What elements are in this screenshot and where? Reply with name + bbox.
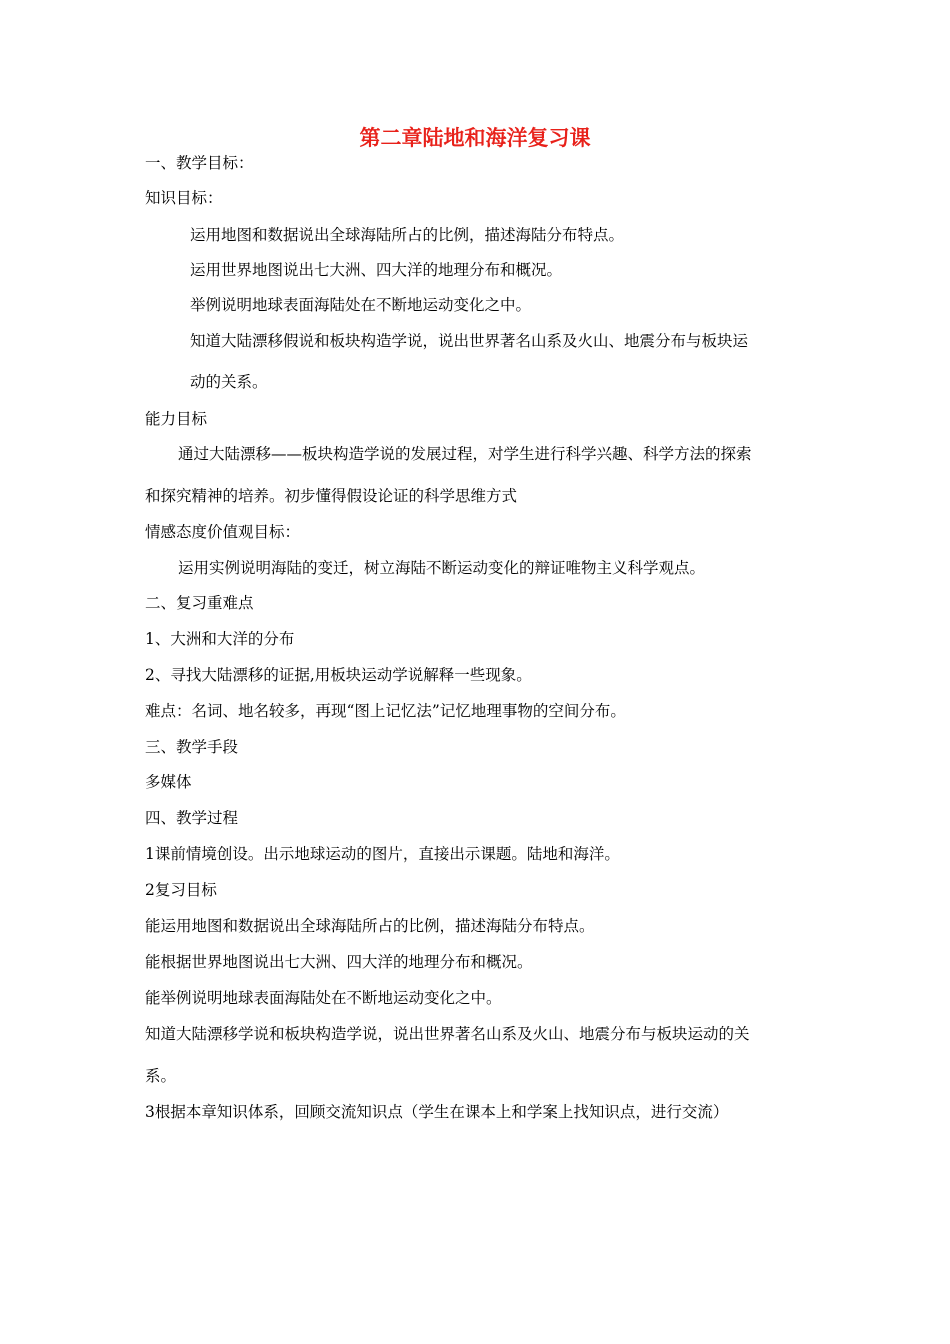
subheading-attitude: 情感态度价值观目标： bbox=[145, 523, 301, 541]
paragraph-line: 通过大陆漂移——板块构造学说的发展过程，对学生进行科学兴趣、科学方法的探索 bbox=[178, 445, 752, 463]
document-title: 第二章陆地和海洋复习课 bbox=[359, 126, 591, 150]
subheading-ability: 能力目标 bbox=[145, 410, 208, 428]
section-heading-key-points: 二、复习重难点 bbox=[145, 594, 254, 612]
paragraph-line: 举例说明地球表面海陆处在不断地运动变化之中。 bbox=[190, 296, 532, 314]
paragraph-line: 运用世界地图说出七大洲、四大洋的地理分布和概况。 bbox=[190, 261, 563, 279]
paragraph-line: 能根据世界地图说出七大洲、四大洋的地理分布和概况。 bbox=[145, 953, 533, 971]
paragraph-line: 能运用地图和数据说出全球海陆所占的比例，描述海陆分布特点。 bbox=[145, 917, 595, 935]
paragraph-line: 运用地图和数据说出全球海陆所占的比例，描述海陆分布特点。 bbox=[190, 226, 625, 244]
paragraph-line: 多媒体 bbox=[145, 773, 192, 791]
list-item: 1课前情境创设。出示地球运动的图片，直接出示课题。陆地和海洋。 bbox=[145, 845, 620, 863]
paragraph-line: 知道大陆漂移假说和板块构造学说，说出世界著名山系及火山、地震分布与板块运 bbox=[190, 332, 749, 350]
paragraph-line: 运用实例说明海陆的变迁，树立海陆不断运动变化的辩证唯物主义科学观点。 bbox=[178, 559, 706, 577]
section-heading-process: 四、教学过程 bbox=[145, 809, 239, 827]
paragraph-line: 动的关系。 bbox=[190, 373, 268, 391]
subheading-knowledge: 知识目标： bbox=[145, 189, 223, 207]
paragraph-line: 知道大陆漂移学说和板块构造学说，说出世界著名山系及火山、地震分布与板块运动的关 bbox=[145, 1025, 750, 1043]
list-item: 1、大洲和大洋的分布 bbox=[145, 630, 295, 648]
list-item: 2复习目标 bbox=[145, 881, 217, 899]
list-item: 3根据本章知识体系，回顾交流知识点（学生在课本上和学案上找知识点，进行交流） bbox=[145, 1103, 729, 1121]
section-heading-means: 三、教学手段 bbox=[145, 738, 239, 756]
paragraph-line: 难点：名词、地名较多，再现“图上记忆法”记忆地理事物的空间分布。 bbox=[145, 702, 626, 720]
paragraph-line: 和探究精神的培养。初步懂得假设论证的科学思维方式 bbox=[145, 487, 518, 505]
paragraph-line: 能举例说明地球表面海陆处在不断地运动变化之中。 bbox=[145, 989, 502, 1007]
list-item: 2、寻找大陆漂移的证据,用板块运动学说解释一些现象。 bbox=[145, 666, 532, 684]
paragraph-line: 系。 bbox=[145, 1067, 177, 1085]
section-heading-objectives: 一、教学目标： bbox=[145, 154, 254, 172]
